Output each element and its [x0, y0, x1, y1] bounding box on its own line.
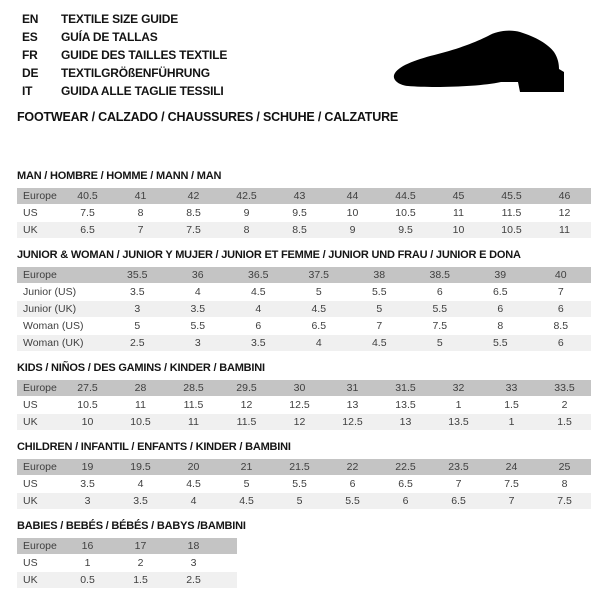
table-row	[17, 555, 237, 571]
size-cell: 5	[243, 478, 250, 490]
size-cell: 23.5	[448, 461, 469, 473]
size-cell: 9.5	[398, 224, 413, 236]
size-cell: 6.5	[311, 320, 327, 332]
size-cell: 5.5	[190, 320, 206, 332]
size-cell: 2	[561, 399, 568, 411]
size-table-section-children	[17, 441, 591, 509]
size-cell: 4.5	[186, 478, 201, 490]
size-cell: 40.5	[77, 190, 98, 202]
size-cell: 21.5	[289, 461, 310, 473]
size-cell: 1	[84, 557, 91, 569]
size-cell: 13	[346, 399, 359, 411]
language-code: FR	[22, 48, 38, 62]
size-table-section-junior-woman	[17, 249, 591, 351]
table-row	[17, 188, 591, 204]
size-cell: 11	[188, 416, 199, 428]
size-cell: 7	[137, 224, 144, 236]
size-cell: 8.5	[553, 320, 569, 332]
size-cell: 10.5	[501, 224, 522, 236]
size-cell: 7.5	[504, 478, 519, 490]
size-cell: 18	[187, 540, 200, 552]
size-cell: 8	[561, 478, 568, 490]
size-cell: 45	[452, 190, 465, 202]
size-cell: 10.5	[77, 399, 98, 411]
size-cell: 3.5	[133, 495, 148, 507]
language-row-de	[22, 64, 227, 82]
size-cell: 11	[559, 224, 570, 236]
row-label: Europe	[23, 190, 57, 202]
size-cell: 30	[293, 382, 306, 394]
size-cell: 5.5	[432, 303, 448, 315]
size-table	[17, 380, 591, 430]
row-label: Junior (US)	[23, 286, 77, 298]
size-cell: 8.5	[292, 224, 307, 236]
language-label: GUIDA ALLE TAGLIE TESSILI	[61, 84, 224, 98]
language-row-es	[22, 28, 227, 46]
table-row	[17, 476, 591, 492]
row-label: Woman (UK)	[23, 337, 84, 349]
size-cell: 36	[191, 269, 204, 281]
size-cell: 4	[194, 286, 201, 298]
row-label: Europe	[23, 269, 57, 281]
size-cell: 4	[315, 337, 322, 349]
size-cell: 13.5	[448, 416, 469, 428]
size-cell: 20	[187, 461, 200, 473]
size-table	[17, 188, 591, 238]
size-cell: 4	[255, 303, 262, 315]
size-cell: 3	[194, 337, 201, 349]
size-cell: 11	[135, 399, 146, 411]
size-cell: 3	[134, 303, 141, 315]
size-cell: 2.5	[186, 574, 201, 586]
table-row	[17, 222, 591, 238]
row-label: US	[23, 399, 38, 411]
size-cell: 6	[255, 320, 262, 332]
size-cell: 1.5	[504, 399, 519, 411]
size-cell: 1	[508, 416, 515, 428]
size-cell: 8	[137, 207, 144, 219]
size-cell: 17	[134, 540, 147, 552]
size-cell: 5.5	[345, 495, 360, 507]
size-cell: 43	[293, 190, 306, 202]
size-cell: 44.5	[395, 190, 416, 202]
table-title: MAN / HOMBRE / HOMME / MANN / MAN	[17, 170, 222, 182]
table-title: JUNIOR & WOMAN / JUNIOR Y MUJER / JUNIOR ET FEMME / JUNIOR UND FRAU / JUNIOR E DONA	[17, 249, 521, 261]
size-cell: 42.5	[236, 190, 257, 202]
size-cell: 7.5	[186, 224, 201, 236]
size-cell: 13	[399, 416, 412, 428]
size-cell: 4.5	[311, 303, 327, 315]
size-table	[17, 267, 591, 351]
size-cell: 9	[243, 207, 250, 219]
size-cell: 6.5	[398, 478, 413, 490]
size-cell: 10	[346, 207, 359, 219]
size-cell: 46	[558, 190, 571, 202]
size-cell: 11.5	[183, 399, 204, 411]
size-cell: 7	[557, 286, 564, 298]
table-row	[17, 267, 591, 283]
size-cell: 11	[453, 207, 464, 219]
size-cell: 40	[554, 269, 567, 281]
table-title: CHILDREN / INFANTIL / ENFANTS / KINDER / BAMBINI	[17, 441, 291, 453]
size-cell: 5.5	[292, 478, 307, 490]
language-row-it	[22, 82, 227, 100]
size-cell: 3	[190, 557, 197, 569]
size-cell: 5.5	[492, 337, 508, 349]
size-cell: 45.5	[501, 190, 522, 202]
size-cell: 6	[557, 303, 564, 315]
size-cell: 8	[243, 224, 250, 236]
size-cell: 32	[452, 382, 465, 394]
size-cell: 7.5	[432, 320, 448, 332]
size-cell: 25	[558, 461, 571, 473]
size-cell: 6.5	[492, 286, 508, 298]
size-cell: 29.5	[236, 382, 257, 394]
size-cell: 24	[505, 461, 518, 473]
size-cell: 3.5	[129, 286, 145, 298]
size-cell: 5	[134, 320, 141, 332]
table-row	[17, 572, 237, 588]
size-cell: 10	[81, 416, 94, 428]
size-cell: 6	[402, 495, 409, 507]
size-cell: 22	[346, 461, 359, 473]
row-label: Junior (UK)	[23, 303, 77, 315]
size-cell: 3.5	[190, 303, 206, 315]
size-cell: 36.5	[248, 269, 269, 281]
row-label: Europe	[23, 461, 57, 473]
size-cell: 1	[455, 399, 462, 411]
size-cell: 6	[497, 303, 504, 315]
size-cell: 1.5	[133, 574, 148, 586]
size-table-section-kids	[17, 362, 591, 430]
row-label: US	[23, 557, 38, 569]
size-cell: 12.5	[289, 399, 310, 411]
table-row	[17, 380, 591, 396]
size-cell: 19	[81, 461, 94, 473]
size-cell: 12	[558, 207, 571, 219]
size-cell: 6	[557, 337, 564, 349]
size-cell: 9	[349, 224, 356, 236]
size-cell: 39	[494, 269, 507, 281]
table-row	[17, 318, 591, 334]
size-cell: 10.5	[395, 207, 416, 219]
size-cell: 21	[240, 461, 253, 473]
size-cell: 12.5	[342, 416, 363, 428]
size-cell: 13.5	[395, 399, 416, 411]
language-code: EN	[22, 12, 39, 26]
size-cell: 11.5	[501, 207, 522, 219]
row-label: US	[23, 478, 38, 490]
language-row-en	[22, 10, 227, 28]
size-cell: 5	[376, 303, 383, 315]
size-cell: 42	[187, 190, 200, 202]
table-row	[17, 459, 591, 475]
size-cell: 22.5	[395, 461, 416, 473]
size-cell: 11.5	[236, 416, 257, 428]
size-cell: 6.5	[80, 224, 95, 236]
size-cell: 7	[508, 495, 515, 507]
size-cell: 0.5	[80, 574, 95, 586]
size-cell: 27.5	[77, 382, 98, 394]
size-cell: 4	[190, 495, 197, 507]
language-label: TEXTILE SIZE GUIDE	[61, 12, 179, 26]
size-table	[17, 459, 591, 509]
size-cell: 6.5	[451, 495, 466, 507]
shoe-icon	[388, 18, 578, 100]
size-cell: 33.5	[554, 382, 575, 394]
table-row	[17, 205, 591, 221]
row-label: Europe	[23, 540, 57, 552]
size-cell: 6	[436, 286, 443, 298]
size-cell: 38.5	[429, 269, 450, 281]
size-cell: 8	[497, 320, 504, 332]
row-label: Europe	[23, 382, 57, 394]
row-label: UK	[23, 495, 38, 507]
size-cell: 8.5	[186, 207, 201, 219]
size-cell: 7	[376, 320, 383, 332]
table-title: KIDS / NIÑOS / DES GAMINS / KINDER / BAMBINI	[17, 362, 265, 374]
size-cell: 4	[137, 478, 144, 490]
size-cell: 28	[134, 382, 147, 394]
size-cell: 12	[293, 416, 306, 428]
table-row	[17, 538, 237, 554]
size-cell: 1.5	[557, 416, 572, 428]
language-label: TEXTILGRÖßENFÜHRUNG	[61, 66, 210, 80]
size-cell: 7	[455, 478, 462, 490]
table-row	[17, 301, 591, 317]
row-label: Woman (US)	[23, 320, 84, 332]
row-label: US	[23, 207, 38, 219]
size-cell: 10.5	[130, 416, 151, 428]
size-cell: 3.5	[250, 337, 266, 349]
size-cell: 3.5	[80, 478, 95, 490]
size-cell: 10	[452, 224, 465, 236]
table-row	[17, 284, 591, 300]
size-cell: 41	[134, 190, 147, 202]
language-label: GUIDE DES TAILLES TEXTILE	[61, 48, 228, 62]
table-title: BABIES / BEBÉS / BÉBÉS / BABYS /BAMBINI	[17, 520, 246, 532]
size-tables	[17, 170, 591, 589]
language-row-fr	[22, 46, 227, 64]
table-row	[17, 397, 591, 413]
size-cell: 38	[373, 269, 386, 281]
size-cell: 9.5	[292, 207, 307, 219]
language-code: ES	[22, 30, 38, 44]
size-cell: 6	[349, 478, 356, 490]
size-cell: 3	[84, 495, 91, 507]
size-cell: 16	[81, 540, 94, 552]
size-cell: 5.5	[371, 286, 387, 298]
size-cell: 5	[436, 337, 443, 349]
size-cell: 7.5	[80, 207, 95, 219]
size-cell: 4.5	[239, 495, 254, 507]
size-cell: 19.5	[130, 461, 151, 473]
size-cell: 44	[346, 190, 359, 202]
size-cell: 28.5	[183, 382, 204, 394]
table-row	[17, 414, 591, 430]
size-cell: 4.5	[371, 337, 387, 349]
size-cell: 5	[315, 286, 322, 298]
size-cell: 4.5	[250, 286, 266, 298]
row-label: UK	[23, 224, 38, 236]
table-row	[17, 493, 591, 509]
size-table-section-man	[17, 170, 591, 238]
size-cell: 31.5	[395, 382, 416, 394]
size-cell: 31	[346, 382, 359, 394]
row-label: UK	[23, 574, 38, 586]
size-cell: 33	[505, 382, 518, 394]
table-row	[17, 335, 591, 351]
size-table	[17, 538, 591, 588]
size-cell: 2.5	[129, 337, 145, 349]
size-table-section-babies	[17, 520, 591, 588]
size-cell: 7.5	[557, 495, 572, 507]
category-title: FOOTWEAR / CALZADO / CHAUSSURES / SCHUHE / CALZATURE	[17, 110, 399, 124]
size-cell: 2	[137, 557, 144, 569]
row-label: UK	[23, 416, 38, 428]
language-code: DE	[22, 66, 39, 80]
size-cell: 37.5	[308, 269, 329, 281]
size-cell: 12	[240, 399, 253, 411]
language-code: IT	[22, 84, 33, 98]
language-title-list	[22, 10, 227, 100]
size-cell: 5	[296, 495, 303, 507]
size-cell: 35.5	[127, 269, 148, 281]
language-label: GUÍA DE TALLAS	[61, 30, 158, 44]
